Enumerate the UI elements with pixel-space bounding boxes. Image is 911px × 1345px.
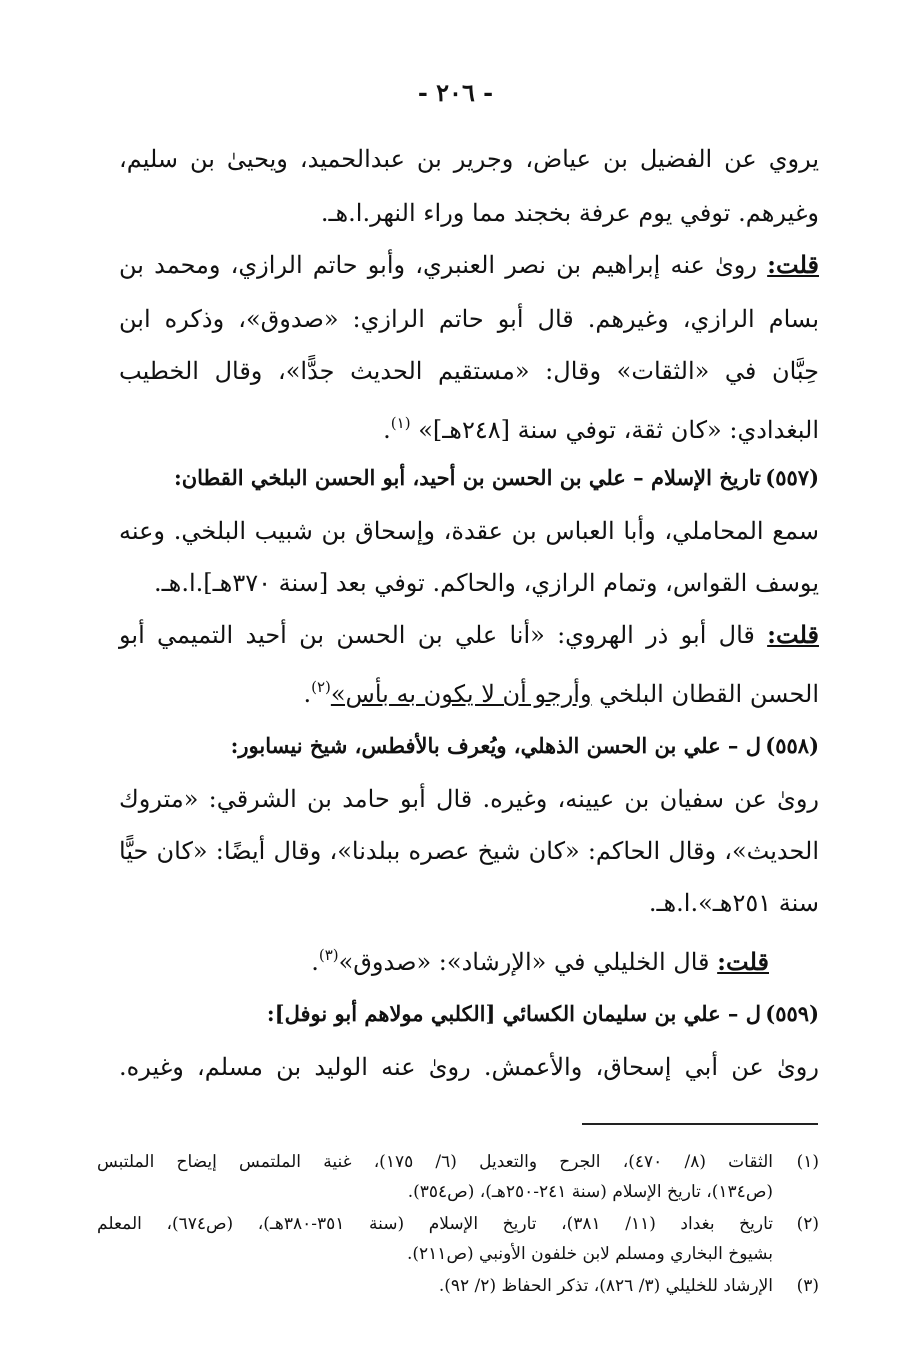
text-line: روىٰ عن سفيان بن عيينه، وغيره. قال أبو حامد بن الشرقي: «متروك: [119, 785, 819, 813]
entry-number: (٥٥٧): [765, 465, 819, 490]
underlined-quote: وأرجو أن لا يكون به بأس»: [330, 680, 592, 708]
qult-label: قلت:: [717, 947, 769, 976]
text-line: البغدادي: «كان ثقة، توفي سنة [٢٤٨هـ]» $^{(١)}$.: [383, 414, 819, 444]
text-line: وغيرهم. توفي يوم عرفة بخجند مما وراء النهر.ا.هـ.: [320, 199, 819, 227]
entry-heading: [79, 458, 819, 498]
footnote-number: (٣): [796, 1276, 819, 1296]
text-line: قلت: قال الخليلي في «الإرشاد»: «صدوق»$^{(٣)}$.: [311, 946, 769, 976]
footnote-separator: [582, 1123, 818, 1125]
entry-title: ل – علي بن الحسن الذهلي، ويُعرف بالأفطس، شيخ نيسابور:: [230, 733, 761, 758]
text-line: سنة ٢٥١هـ».ا.هـ.: [648, 889, 819, 917]
entry-number: (٥٥٨): [765, 733, 819, 758]
text-line: الحسن القطان البلخي وأرجو أن لا يكون به بأس»$^{(٢)}$.: [303, 678, 819, 708]
footnote-ref: (١): [390, 414, 411, 432]
text-line: يوسف القواس، وتمام الرازي، والحاكم. توفي بعد [سنة ٣٧٠هـ].ا.هـ.: [154, 569, 819, 597]
footnote: (١)الثقات (٨/ ٤٧٠)، الجرح والتعديل (٦/ ١٧٥)، غنية الملتمس إيضاح الملتبس: [97, 1148, 819, 1176]
qult-label: قلت:: [767, 620, 819, 649]
footnote-cont: (ص١٣٤)، تاريخ الإسلام (سنة ٢٤١-٢٥٠هـ)، (ص٣٥٤).: [407, 1182, 773, 1202]
footnote: (٢)تاريخ بغداد (١١/ ٣٨١)، تاريخ الإسلام (سنة ٣٥١-٣٨٠هـ)، (ص٦٧٤)، المعلم: [97, 1210, 819, 1238]
text-line: قلت: قال أبو ذر الهروي: «أنا علي بن الحسن بن أحيد التميمي أبو: [119, 620, 819, 649]
text-line: قلت: روىٰ عنه إبراهيم بن نصر العنبري، وأبو حاتم الرازي، ومحمد بن: [119, 250, 819, 279]
qult-label: قلت:: [767, 250, 819, 279]
footnote-cont: بشيوخ البخاري ومسلم لابن خلفون الأونبي (ص٢١١).: [407, 1244, 773, 1264]
text-line: يروي عن الفضيل بن عياض، وجرير بن عبدالحميد، ويحيىٰ بن سليم،: [119, 145, 819, 173]
entry-heading: [79, 726, 819, 766]
text-line: حِبَّان في «الثقات» وقال: «مستقيم الحديث جدًّا»، وقال الخطيب: [119, 357, 819, 385]
text-line: سمع المحاملي، وأبا العباس بن عقدة، وإسحاق بن شبيب البلخي. وعنه: [119, 517, 819, 545]
text-line: بسام الرازي، وغيرهم. قال أبو حاتم الرازي: «صدوق»، وذكره ابن: [119, 305, 819, 333]
text-line: الحديث»، وقال الحاكم: «كان شيخ عصره ببلدنا»، وقال أيضًا: «كان حيًّا: [119, 837, 819, 865]
text-line: روىٰ عن أبي إسحاق، والأعمش. روىٰ عنه الوليد بن مسلم، وغيره.: [119, 1053, 819, 1081]
entry-heading: [79, 994, 819, 1034]
footnote: (٣)الإرشاد للخليلي (٣/ ٨٢٦)، تذكر الحفاظ (٢/ ٩٢).: [97, 1272, 819, 1300]
page-number: - ٢٠٦ -: [417, 78, 494, 107]
footnote-ref: (٢): [311, 678, 331, 696]
footnote-ref: (٣): [318, 946, 339, 964]
footnote-number: (١): [796, 1152, 819, 1172]
footnote-number: (٢): [796, 1214, 820, 1234]
entry-number: (٥٥٩): [765, 1001, 819, 1026]
entry-title: تاريخ الإسلام – علي بن الحسن بن أحيد، أبو الحسن البلخي القطان:: [173, 465, 761, 490]
entry-title: ل – علي بن سليمان الكسائي [الكلبي مولاهم أبو نوفل]:: [266, 1001, 761, 1026]
